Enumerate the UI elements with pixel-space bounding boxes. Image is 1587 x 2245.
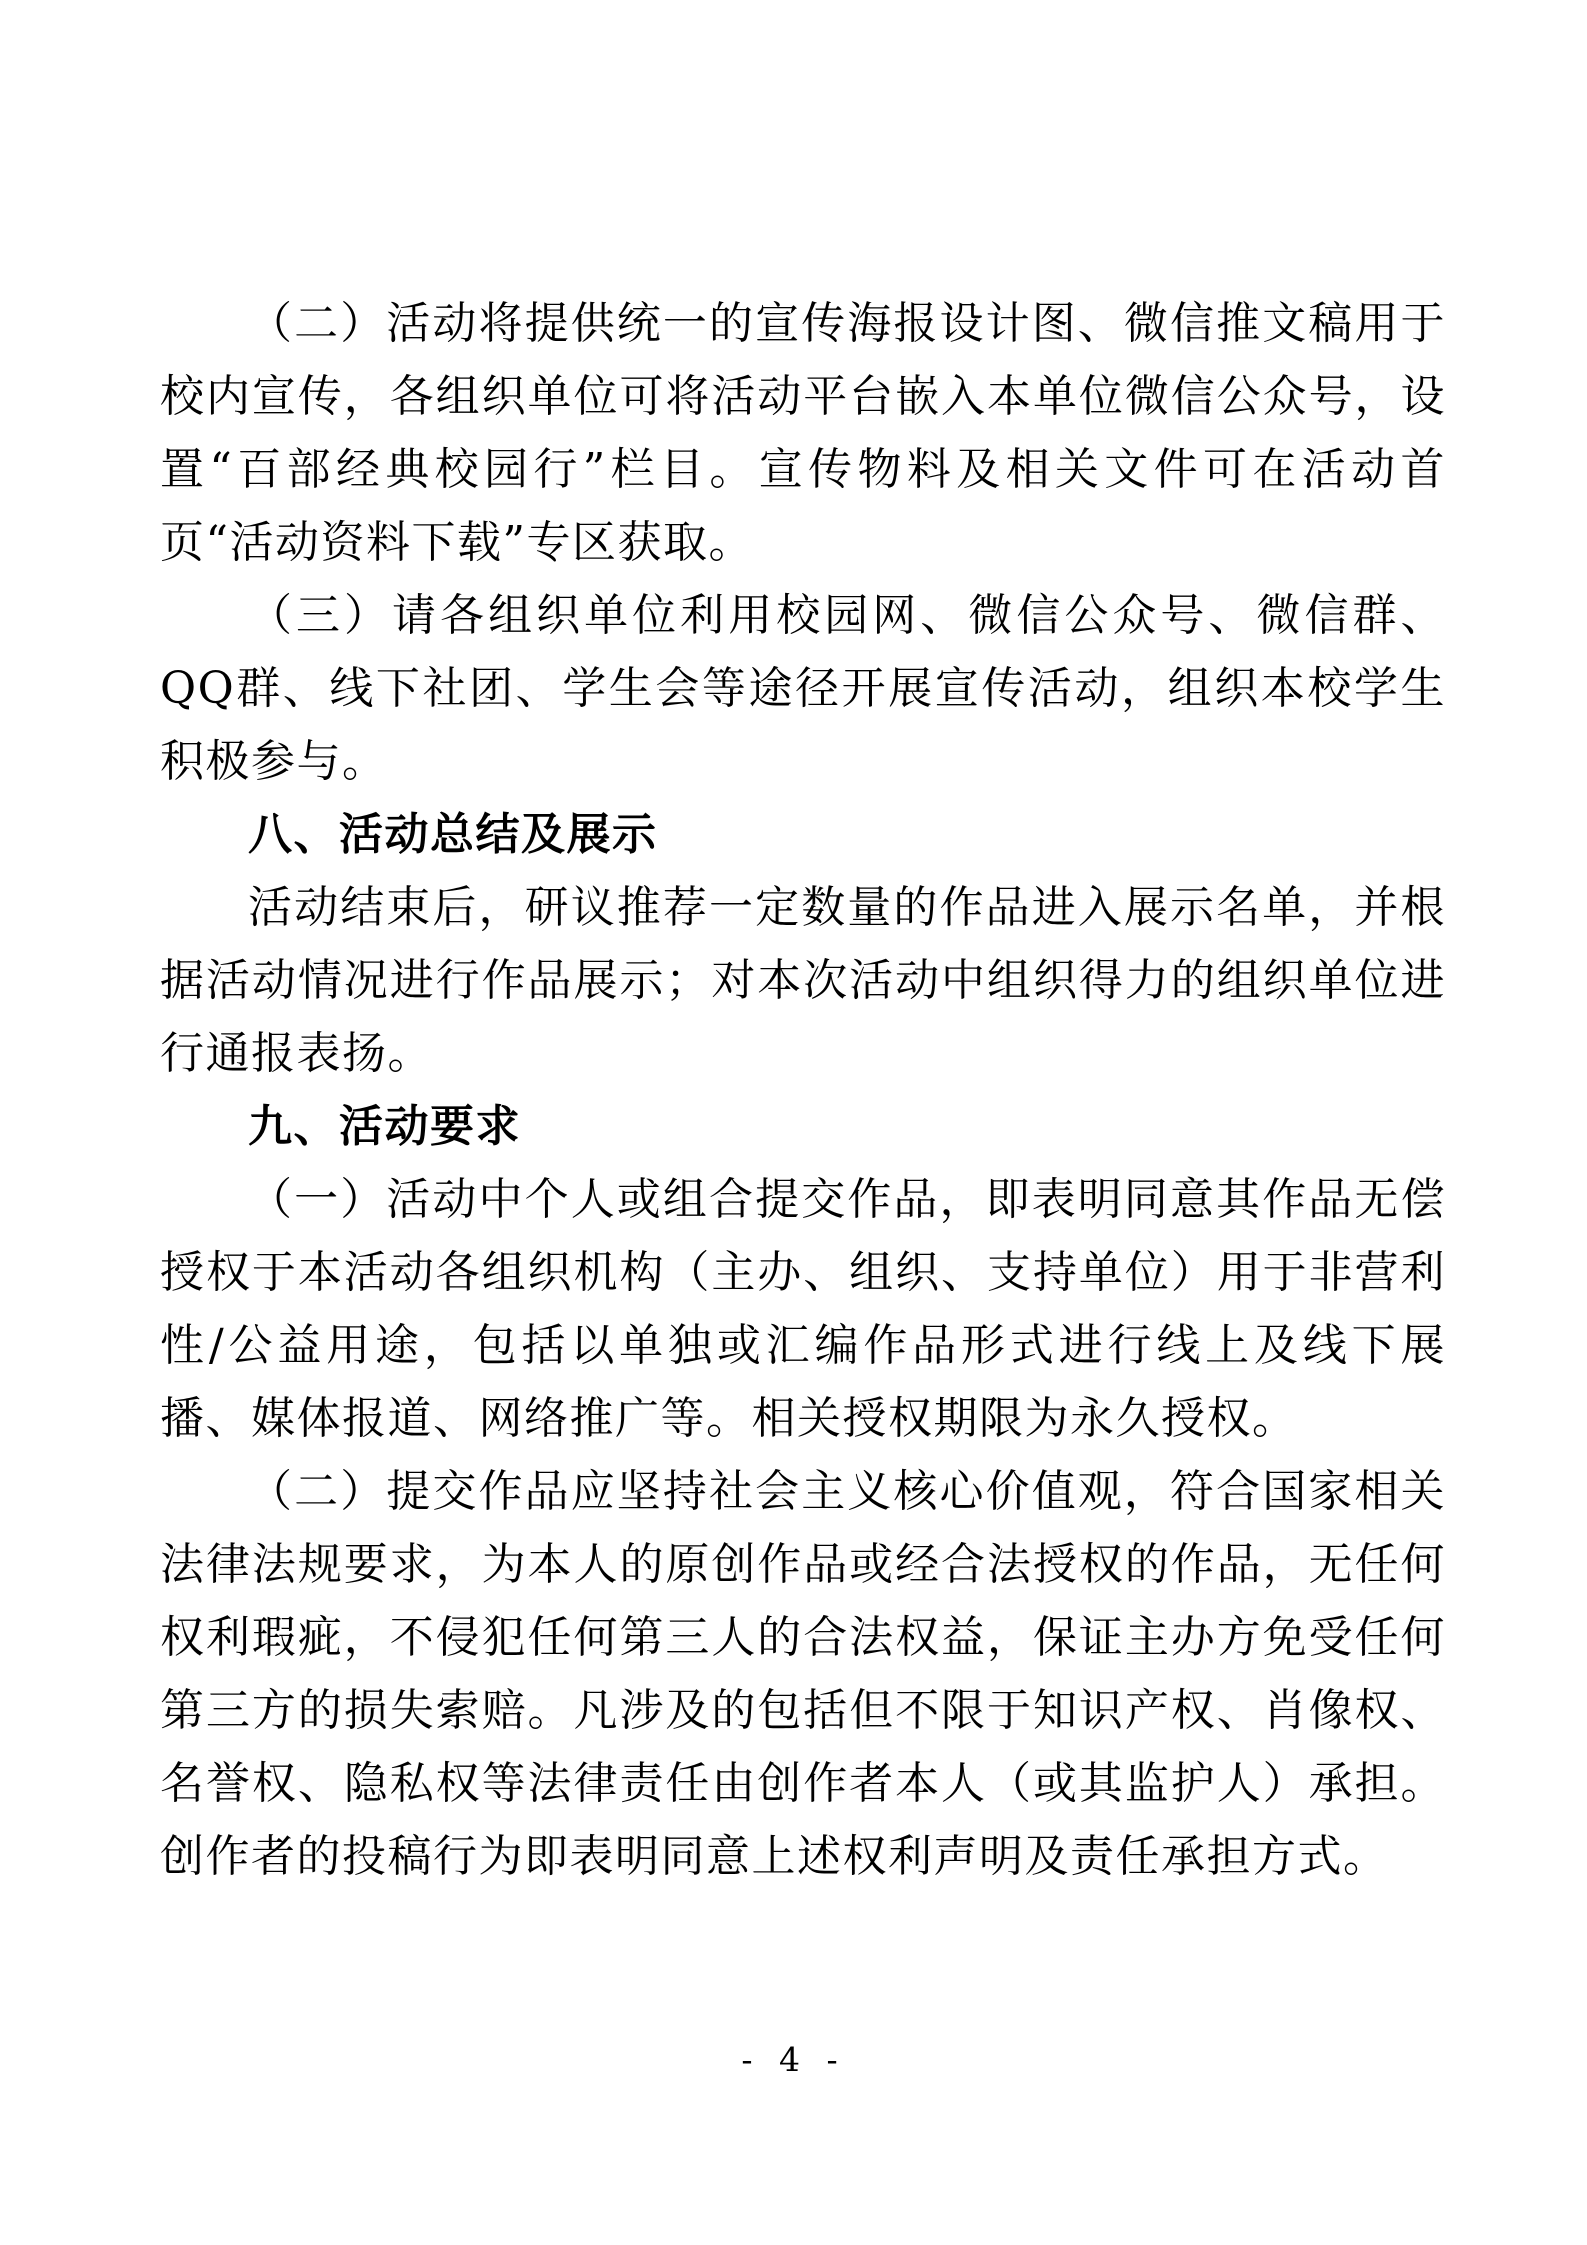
paragraph-promo-materials: （二）活动将提供统一的宣传海报设计图、微信推文稿用于校内宣传，各组织单位可将活动平台嵌入本单位微信公众号，设置“百部经典校园行”栏目。宣传物料及相关文件可在活动首页“活动资料下载”专区获取。: [160, 298, 1446, 568]
paragraph-requirement-2-legal: （二）提交作品应坚持社会主义核心价值观，符合国家相关法律法规要求，为本人的原创作品或经合法授权的作品，无任何权利瑕疵，不侵犯任何第三人的合法权益，保证主办方免受任何第三方的损失索赔。凡涉及的包括但不限于知识产权、肖像权、名誉权、隐私权等法律责任由创作者本人（或其监护人）承担。创作者的投稿行为即表明同意上述权利声明及责任承担方式。: [160, 1466, 1446, 1882]
paragraph-requirement-1-authorization: （一）活动中个人或组合提交作品，即表明同意其作品无偿授权于本活动各组织机构（主办、组织、支持单位）用于非营利性/公益用途，包括以单独或汇编作品形式进行线上及线下展播、媒体报道、网络推广等。相关授权期限为永久授权。: [160, 1174, 1446, 1444]
section-heading-9-requirements: 九、活动要求: [248, 1101, 521, 1152]
paragraph-summary-display: 活动结束后，研议推荐一定数量的作品进入展示名单，并根据活动情况进行作品展示；对本次活动中组织得力的组织单位进行通报表扬。: [160, 882, 1446, 1079]
page-footer: [0, 2038, 1587, 2082]
document-body: [160, 287, 1446, 1893]
paragraph-org-promotion: （三）请各组织单位利用校园网、微信公众号、微信群、QQ群、线下社团、学生会等途径开展宣传活动，组织本校学生积极参与。: [160, 590, 1446, 787]
section-heading-8-summary-display: 八、活动总结及展示: [248, 809, 658, 860]
page-number: - 4 -: [741, 2040, 846, 2079]
